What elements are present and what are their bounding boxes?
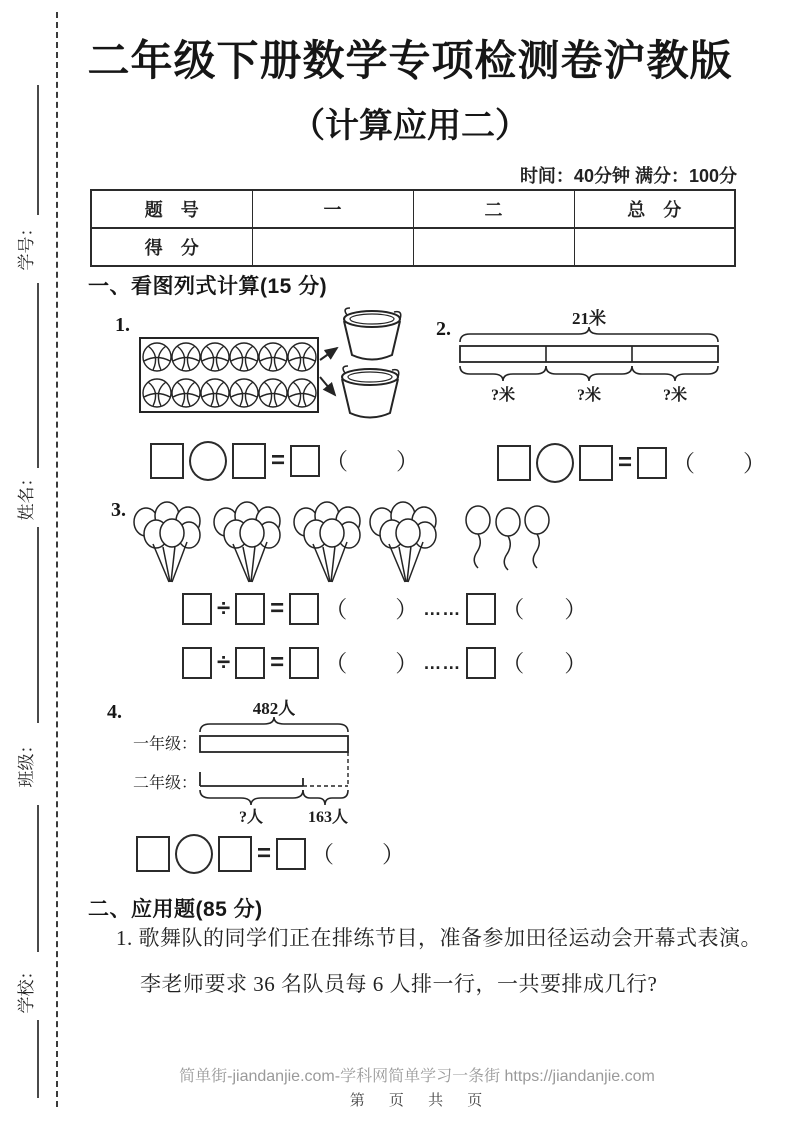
tape-total-label: 21米 (572, 309, 606, 328)
answer-box[interactable] (289, 593, 319, 625)
table-row-label: 得 分 (91, 228, 252, 266)
answer-box[interactable] (150, 443, 184, 479)
close-paren: ） (395, 595, 419, 622)
exam-info: 时间：40分钟 满分：100分 (519, 166, 737, 186)
equals-sign: = (271, 447, 286, 474)
equals-sign: = (270, 595, 285, 622)
close-paren: ） (564, 649, 588, 676)
grade1-bar (200, 736, 348, 752)
q3-number: 3. (111, 499, 126, 521)
seal-line-segment (37, 527, 39, 723)
q3-division-row-2 (182, 647, 587, 679)
bar-total-label: 482人 (252, 699, 296, 718)
table-header-two: 二 (413, 190, 574, 228)
tape-dividers (546, 346, 632, 362)
equals-sign: = (257, 840, 272, 867)
tape-part-label: ?米 (576, 387, 602, 404)
q1-number: 1. (115, 314, 130, 336)
tape-bar (460, 346, 718, 362)
balloon-icon (496, 508, 520, 570)
q2-number: 2. (436, 318, 451, 340)
operator-circle[interactable] (536, 443, 574, 483)
footer-site-link[interactable]: 简单街-jiandanjie.com-学科网简单学习一条街 https://jiandanjie.com (179, 1068, 655, 1085)
open-paren: （ (672, 449, 696, 476)
balloon-bunch-icon (294, 502, 360, 582)
seal-line-segment (37, 805, 39, 952)
tape-part-label: ?米 (490, 387, 516, 404)
basketball-figure (133, 303, 418, 428)
footer-page-label: 第 页 共 页 (349, 1092, 485, 1109)
balloon-bunch-icon (134, 502, 200, 582)
close-paren: ） (395, 649, 419, 676)
remainder-dots: …… (423, 653, 462, 673)
table-header-question: 题 号 (91, 190, 252, 228)
seal-line-segment (37, 283, 39, 468)
tape-part-label: ?米 (662, 387, 688, 404)
balloon-bunch-icon (214, 502, 280, 582)
operator-circle[interactable] (175, 834, 213, 874)
brace-bottom (303, 790, 348, 805)
margin-label-name: 姓名： (17, 469, 36, 521)
score-cell-two[interactable] (413, 228, 574, 266)
grade2-label: 二年级： (132, 775, 197, 792)
open-paren: （ (501, 595, 525, 622)
equals-sign: = (618, 449, 633, 476)
margin-label-student-id: 学号： (17, 219, 36, 271)
bar-comparison-diagram (100, 698, 400, 828)
bucket-icon (344, 308, 401, 360)
balloon-figure (105, 496, 565, 592)
close-paren: ） (743, 449, 767, 476)
answer-box[interactable] (218, 836, 252, 872)
open-paren: （ (324, 595, 348, 622)
margin-label-class: 班级： (17, 736, 36, 788)
brace-top (460, 327, 718, 342)
close-paren: ） (396, 447, 420, 474)
score-table-header-row (91, 190, 735, 228)
score-cell-total[interactable] (574, 228, 735, 266)
q4-equation-row (136, 834, 405, 874)
brace-bottom (200, 790, 303, 805)
answer-box[interactable] (235, 593, 265, 625)
score-table (90, 189, 736, 267)
q4-number: 4. (107, 701, 122, 723)
grade1-label: 一年级： (132, 736, 197, 753)
brace-bottom (460, 366, 546, 381)
answer-box[interactable] (290, 445, 320, 477)
open-paren: （ (325, 447, 349, 474)
word-problem-line-2: 李老师要求 36 名队员每 6 人排一行，一共要排成几行? (140, 972, 658, 996)
balloon-icon (466, 506, 490, 568)
page-subtitle: （计算应用二） (291, 107, 529, 145)
margin-label-school: 学校： (17, 962, 36, 1014)
table-header-total: 总 分 (574, 190, 735, 228)
score-table-score-row (91, 228, 735, 266)
answer-box[interactable] (579, 445, 613, 481)
answer-box[interactable] (466, 647, 496, 679)
brace-bottom (632, 366, 718, 381)
arrow-icon (320, 377, 335, 395)
open-paren: （ (324, 649, 348, 676)
grade2-bar (200, 772, 303, 786)
q2-equation-row (497, 443, 766, 483)
answer-box[interactable] (276, 838, 306, 870)
arrow-icon (320, 348, 337, 360)
brace-bottom (546, 366, 632, 381)
remainder-dots: …… (423, 599, 462, 619)
answer-box[interactable] (497, 445, 531, 481)
answer-box[interactable] (289, 647, 319, 679)
answer-box[interactable] (637, 447, 667, 479)
divide-sign: ÷ (217, 649, 231, 676)
divide-sign: ÷ (217, 595, 231, 622)
answer-box[interactable] (466, 593, 496, 625)
close-paren: ） (382, 840, 406, 867)
seal-line-segment (37, 1020, 39, 1098)
score-cell-one[interactable] (252, 228, 413, 266)
equals-sign: = (270, 649, 285, 676)
table-header-one: 一 (252, 190, 413, 228)
q3-division-row-1 (182, 593, 587, 625)
answer-box[interactable] (182, 593, 212, 625)
bar-known-label: 163人 (307, 809, 349, 826)
close-paren: ） (564, 595, 588, 622)
seal-cut-line (56, 12, 58, 1107)
brace-top (200, 717, 348, 732)
page-title: 二年级下册数学专项检测卷沪教版 (87, 37, 733, 84)
answer-box[interactable] (232, 443, 266, 479)
seal-line-segment (37, 85, 39, 215)
answer-box[interactable] (136, 836, 170, 872)
q1-equation-row (150, 441, 419, 481)
section-1-heading: 一、看图列式计算(15 分) (88, 275, 328, 298)
bar-unknown-label: ?人 (238, 809, 264, 826)
balloon-bunch-icon (370, 502, 436, 582)
bucket-icon (342, 366, 399, 418)
answer-box[interactable] (235, 647, 265, 679)
balloon-icon (525, 506, 549, 568)
open-paren: （ (311, 840, 335, 867)
section-2-heading: 二、应用题(85 分) (88, 898, 263, 921)
open-paren: （ (501, 649, 525, 676)
word-problem-line-1: 1. 歌舞队的同学们正在排练节目，准备参加田径运动会开幕式表演。 (116, 926, 762, 950)
tape-diagram (452, 308, 730, 408)
operator-circle[interactable] (189, 441, 227, 481)
basketball-icons (143, 343, 316, 407)
answer-box[interactable] (182, 647, 212, 679)
